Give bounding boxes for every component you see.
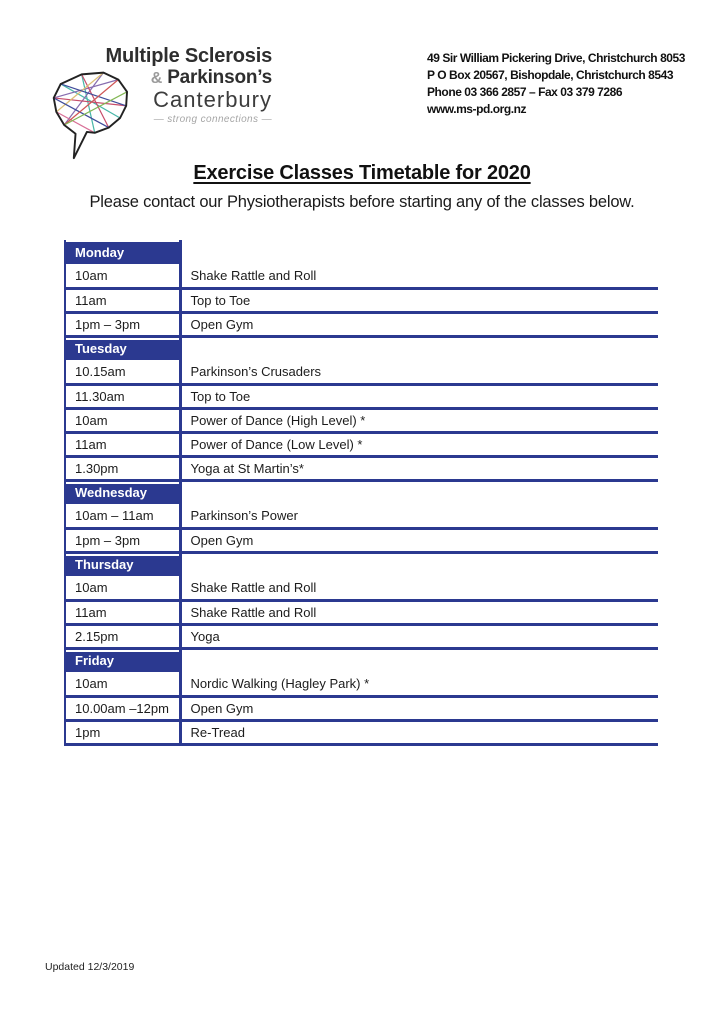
class-row [65, 408, 658, 432]
class-row [65, 384, 658, 408]
class-row [65, 264, 658, 288]
class-row [65, 672, 658, 696]
day-label: Monday [65, 240, 180, 264]
class-name: Nordic Walking (Hagley Park) * [180, 672, 658, 696]
class-row [65, 504, 658, 528]
class-row [65, 600, 658, 624]
contact-block [427, 50, 685, 118]
contact-po-box: P O Box 20567, Bishopdale, Christchurch 8543 [427, 68, 674, 82]
org-name-parkinsons: Parkinson’s [167, 67, 272, 88]
class-row [65, 576, 658, 600]
class-time: 10.00am –12pm [65, 696, 180, 720]
org-name-line2 [70, 67, 272, 89]
class-name: Open Gym [180, 696, 658, 720]
day-header-spacer [180, 336, 658, 360]
class-row [65, 456, 658, 480]
class-name: Open Gym [180, 312, 658, 336]
org-name-region: Canterbury [153, 87, 272, 112]
day-header-spacer [180, 480, 658, 504]
org-name-line1: Multiple Sclerosis [105, 45, 272, 67]
class-name: Yoga at St Martin’s* [180, 456, 658, 480]
class-time: 10am [65, 672, 180, 696]
page-title: Exercise Classes Timetable for 2020 [193, 162, 531, 184]
day-header-row [65, 480, 658, 504]
class-name: Power of Dance (Low Level) * [180, 432, 658, 456]
class-time: 2.15pm [65, 624, 180, 648]
class-name: Shake Rattle and Roll [180, 576, 658, 600]
timetable-body [65, 240, 658, 744]
class-row [65, 312, 658, 336]
class-row [65, 720, 658, 744]
class-time: 1pm [65, 720, 180, 744]
contact-street-address: 49 Sir William Pickering Drive, Christchurch 8053 [427, 51, 685, 65]
day-label: Tuesday [65, 336, 180, 360]
class-time: 1.30pm [65, 456, 180, 480]
class-time: 11am [65, 288, 180, 312]
class-time: 1pm – 3pm [65, 528, 180, 552]
day-header-spacer [180, 240, 658, 264]
class-time: 10am [65, 576, 180, 600]
class-row [65, 360, 658, 384]
class-name: Top to Toe [180, 288, 658, 312]
class-time: 11am [65, 600, 180, 624]
class-time: 11am [65, 432, 180, 456]
org-logo-text [70, 45, 272, 128]
day-header-row [65, 336, 658, 360]
class-row [65, 288, 658, 312]
class-time: 10am [65, 408, 180, 432]
class-row [65, 624, 658, 648]
updated-date: Updated 12/3/2019 [45, 961, 135, 973]
class-name: Power of Dance (High Level) * [180, 408, 658, 432]
class-row [65, 432, 658, 456]
day-header-row [65, 552, 658, 576]
day-header-row [65, 240, 658, 264]
class-row [65, 528, 658, 552]
exercise-timetable [64, 240, 658, 746]
page-subtitle: Please contact our Physiotherapists before starting any of the classes below. [89, 193, 635, 211]
day-header-spacer [180, 648, 658, 672]
day-header-row [65, 648, 658, 672]
class-time: 1pm – 3pm [65, 312, 180, 336]
contact-website: www.ms-pd.org.nz [427, 102, 527, 116]
class-name: Parkinson’s Crusaders [180, 360, 658, 384]
day-label: Friday [65, 648, 180, 672]
class-name: Shake Rattle and Roll [180, 600, 658, 624]
class-time: 10am – 11am [65, 504, 180, 528]
class-name: Re-Tread [180, 720, 658, 744]
class-time: 10.15am [65, 360, 180, 384]
class-name: Open Gym [180, 528, 658, 552]
class-name: Top to Toe [180, 384, 658, 408]
contact-phone-fax: Phone 03 366 2857 – Fax 03 379 7286 [427, 85, 623, 99]
class-name: Parkinson’s Power [180, 504, 658, 528]
class-time: 11.30am [65, 384, 180, 408]
day-label: Wednesday [65, 480, 180, 504]
day-label: Thursday [65, 552, 180, 576]
class-name: Yoga [180, 624, 658, 648]
ampersand: & [150, 70, 163, 87]
class-name: Shake Rattle and Roll [180, 264, 658, 288]
day-header-spacer [180, 552, 658, 576]
org-tagline: — strong connections — [153, 114, 272, 125]
class-time: 10am [65, 264, 180, 288]
class-row [65, 696, 658, 720]
